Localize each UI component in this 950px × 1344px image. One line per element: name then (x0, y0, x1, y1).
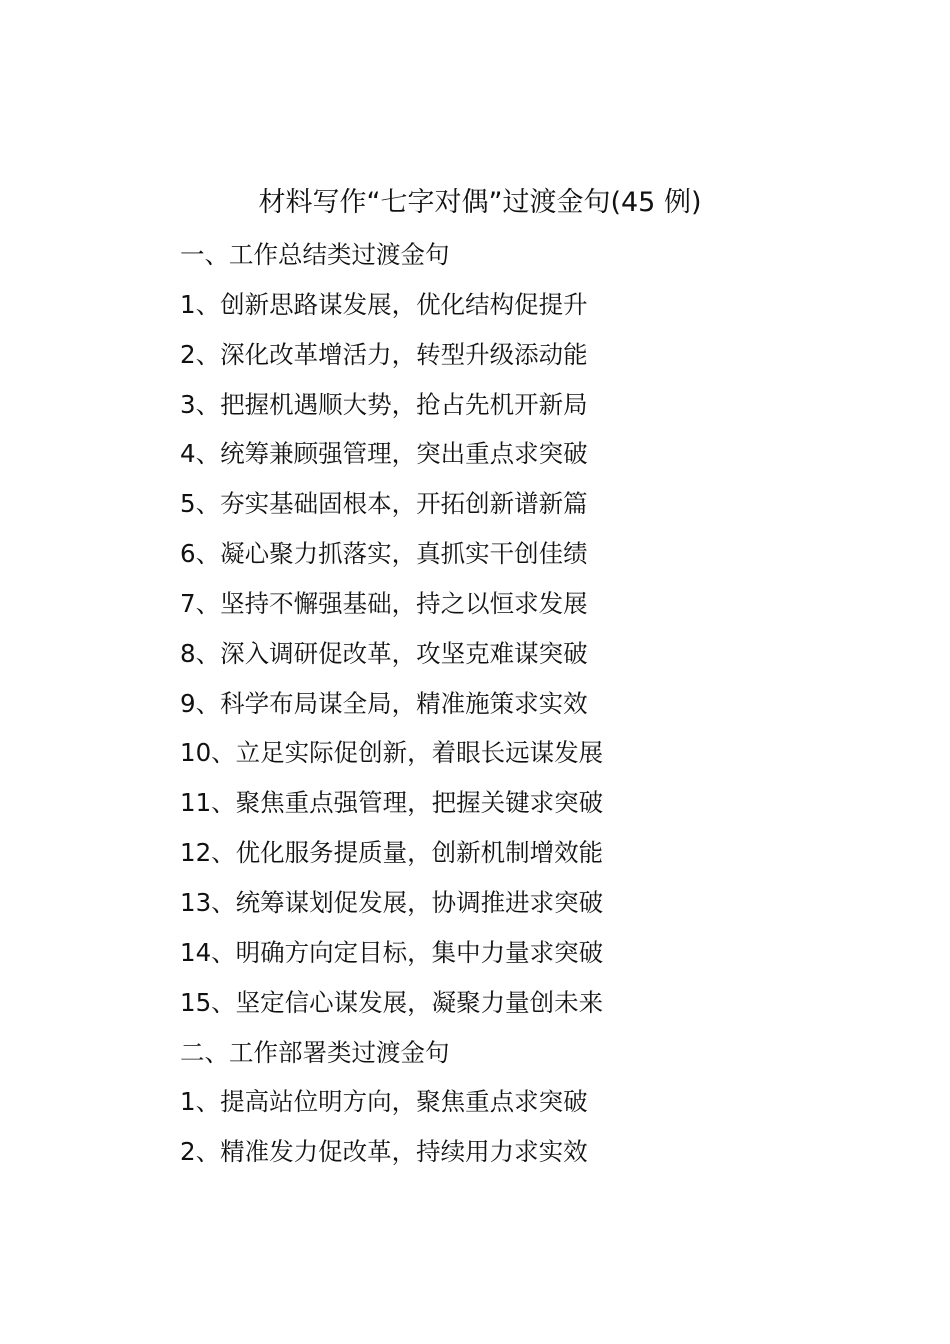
list-item: 13、统筹谋划促发展，协调推进求突破 (180, 887, 604, 917)
document-body (180, 235, 900, 1182)
list-item: 2、深化改革增活力，转型升级添动能 (180, 339, 588, 369)
list-item: 11、聚焦重点强管理，把握关键求突破 (180, 788, 604, 818)
document-title: 材料写作“七字对偶”过渡金句(45 例) (258, 187, 702, 218)
list-item: 5、夯实基础固根本，开拓创新谱新篇 (180, 489, 588, 519)
list-item: 9、科学布局谋全局，精准施策求实效 (180, 688, 588, 718)
section-heading-2: 二、工作部署类过渡金句 (180, 1037, 450, 1067)
list-item: 12、优化服务提质量，创新机制增效能 (180, 838, 604, 868)
list-item: 8、深入调研促改革，攻坚克难谋突破 (180, 638, 588, 668)
list-item: 14、明确方向定目标，集中力量求突破 (180, 937, 604, 967)
list-item: 7、坚持不懈强基础，持之以恒求发展 (180, 588, 588, 618)
list-item: 6、凝心聚力抓落实，真抓实干创佳绩 (180, 539, 588, 569)
list-item: 15、坚定信心谋发展，凝聚力量创未来 (180, 987, 604, 1017)
list-item: 1、创新思路谋发展，优化结构促提升 (180, 289, 588, 319)
list-item: 3、把握机遇顺大势，抢占先机开新局 (180, 389, 588, 419)
list-item: 2、精准发力促改革，持续用力求实效 (180, 1137, 588, 1167)
list-item: 4、统筹兼顾强管理，突出重点求突破 (180, 439, 588, 469)
list-item: 10、立足实际促创新，着眼长远谋发展 (180, 738, 604, 768)
list-item: 1、提高站位明方向，聚焦重点求突破 (180, 1087, 588, 1117)
section-heading-1: 一、工作总结类过渡金句 (180, 240, 450, 269)
